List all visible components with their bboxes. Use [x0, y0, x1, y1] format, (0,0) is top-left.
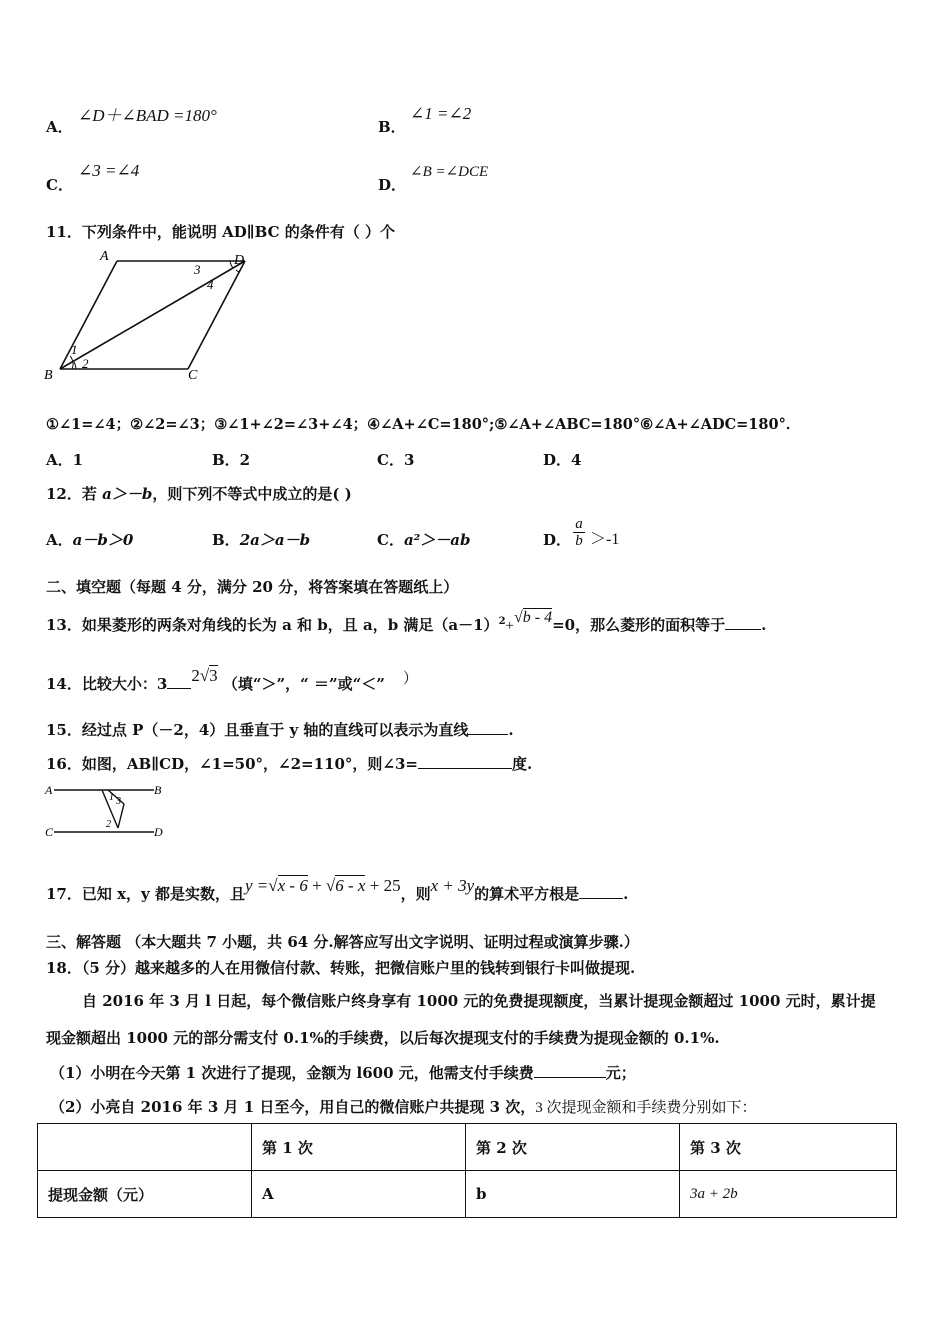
q17-plus: +: [312, 876, 322, 895]
q18-sub-1-answer-blank[interactable]: [534, 1063, 606, 1078]
q11-angle-2: 2: [82, 356, 89, 371]
q16-label-a: A: [45, 783, 53, 797]
table-header-cell: 第 2 次: [466, 1124, 680, 1171]
q18-withdrawal-table: [37, 1123, 897, 1218]
q11-label-a: A: [100, 249, 109, 264]
q17-answer-blank[interactable]: [579, 884, 623, 899]
table-header-row: [38, 1124, 897, 1171]
q16-unit: 度.: [511, 755, 533, 773]
q18-sub-2-bold: （2）小亮自 2016 年 3 月 1 日至今，用自己的微信账户共提现 3 次，: [50, 1098, 536, 1116]
q17-lhs: y =: [244, 876, 269, 895]
q13: [46, 609, 767, 635]
q14-radicand: 3: [209, 666, 218, 685]
q12-option-a: [46, 529, 133, 550]
q13-answer-blank[interactable]: [725, 615, 761, 630]
q10-option-d-label: D．: [378, 176, 407, 194]
q10-option-a-label: A．: [46, 118, 73, 136]
q15-period: .: [508, 721, 514, 739]
q11-stem: 11．下列条件中，能说明 AD∥BC 的条件有（ ）个: [46, 223, 396, 241]
table-cell-row-label: 提现金额（元）: [38, 1171, 252, 1218]
q14: [46, 666, 418, 694]
q14-answer-blank[interactable]: [167, 674, 191, 689]
q17-period: .: [623, 885, 629, 903]
q17-mid: ，则: [400, 885, 431, 903]
q13-plus: +: [505, 618, 514, 634]
q11-label-c: C: [188, 368, 198, 383]
q12-option-c: [377, 529, 470, 550]
q13-radicand: b - 4: [522, 609, 553, 626]
q11-angle-4: 4: [207, 277, 214, 292]
q12-option-b: [212, 529, 310, 550]
table-header-cell: 第 3 次: [680, 1124, 897, 1171]
q18-paragraph-b: 现金额超出 1000 元的部分需支付 0.1%的手续费，以后每次提现支付的手续费为提现金额的 0.1%.: [46, 1029, 720, 1047]
q11-angle-1: 1: [71, 342, 78, 357]
q10-option-b-expr: ∠1 =∠2: [410, 104, 472, 123]
q17-tail: + 25: [369, 876, 401, 895]
q10-option-d-expr: ∠B =∠DCE: [410, 164, 489, 180]
q17-equation: y =√x - 6 + √6 - x + 25: [244, 876, 401, 895]
q11-option-b: B．2: [212, 451, 251, 469]
q13-period: .: [761, 616, 767, 634]
table-header-cell: 第 1 次: [252, 1124, 466, 1171]
q16-label-c: C: [45, 825, 54, 839]
table-cell: A: [252, 1171, 466, 1218]
q12-option-d-rest: ＞-1: [590, 531, 620, 548]
q16-angle-3: 3: [116, 796, 121, 807]
q10-option-c-expr: ∠3 =∠4: [78, 161, 140, 180]
section-2-heading: 二、填空题（每题 4 分，满分 20 分，将答案填在答题纸上）: [46, 578, 459, 596]
q10-option-c-label: C．: [46, 176, 73, 194]
q18-sub-2-plain: 3 次提现金额和手续费分别如下：: [535, 1100, 757, 1116]
q14-sqrt: 2√3: [191, 666, 218, 685]
table-cell: b: [466, 1171, 680, 1218]
section-3-heading: 三、解答题 （本大题共 7 小题，共 64 分.解答应写出文字说明、证明过程或演算步骤.）: [46, 933, 639, 951]
table-header-cell: [38, 1124, 252, 1171]
q15-text: 15．经过点 P（－2，4）且垂直于 y 轴的直线可以表示为直线: [46, 721, 469, 739]
q16: [46, 753, 532, 774]
table-cell: 3a + 2b: [680, 1171, 897, 1218]
q16-label-d: D: [154, 825, 163, 839]
q16-label-b: B: [154, 783, 162, 797]
q11-option-a: A．1: [46, 451, 84, 469]
q12-option-d-label: D．: [543, 531, 572, 549]
q14-coef: 2: [191, 666, 200, 685]
q13-sup: 2: [498, 616, 506, 627]
q12-option-b-expr: 2a＞a－b: [239, 531, 311, 549]
q11-label-d: D: [234, 253, 245, 268]
q16-text: 16．如图，AB∥CD，∠1=50°，∠2=110°，则∠3=: [46, 755, 418, 773]
q17-radicand-1: x - 6: [277, 876, 308, 895]
q16-angle-1: 1: [109, 792, 114, 803]
q17: [46, 876, 629, 904]
q18-paragraph-a: 自 2016 年 3 月 l 日起，每个微信账户终身享有 1000 元的免费提现额度，当累计提现金额超过 1000 元时，累计提: [82, 992, 876, 1010]
q12-fraction-den: b: [575, 533, 583, 549]
q16-parallel-lines-figure: [42, 780, 172, 842]
q16-answer-blank[interactable]: [418, 754, 512, 769]
q13-prefix: 13．如果菱形的两条对角线的长为 a 和 b，且 a，b 满足（a－1）: [46, 616, 499, 634]
q14-suffix-b: ）: [402, 669, 418, 687]
q15-answer-blank[interactable]: [468, 720, 508, 735]
q12-stem-prefix: 12．若: [46, 485, 103, 503]
q12-stem-suffix: ，则下列不等式中成立的是( ): [152, 485, 352, 503]
q18-sub-1: [50, 1062, 636, 1083]
q17-suffix: 的算术平方根是: [474, 885, 580, 903]
q14-prefix: 14．比较大小：3: [46, 675, 168, 693]
q17-prefix: 17．已知 x，y 都是实数，且: [46, 885, 245, 903]
q18-sub-2: [50, 1096, 757, 1117]
q12-option-c-label: C．: [377, 531, 404, 549]
q12-option-a-label: A．: [46, 531, 73, 549]
q13-suffix: =0，那么菱形的面积等于: [552, 616, 726, 634]
q12-option-b-label: B．: [212, 531, 240, 549]
q18-sub-1-unit: 元；: [605, 1064, 636, 1082]
q11-label-b: B: [44, 368, 53, 383]
q12-stem-math: a＞－b: [102, 485, 153, 503]
q12-option-c-expr: a²＞－ab: [403, 531, 471, 549]
q11-parallelogram-figure: [40, 248, 260, 388]
q14-suffix-a: （填“＞”，“ ＝”或“＜”: [222, 675, 385, 693]
q11-option-d: D．4: [543, 451, 582, 469]
q12-fraction-num: a: [575, 516, 583, 532]
q12-option-d-fraction: [573, 516, 585, 549]
q17-radicand-2: 6 - x: [335, 876, 366, 895]
q16-angle-2: 2: [106, 819, 111, 830]
q17-expr: x + 3y: [430, 876, 475, 895]
q11-conditions: ①∠1=∠4；②∠2=∠3；③∠1+∠2=∠3+∠4；④∠A+∠C=180°;⑤∠A+∠ABC=180°⑥∠A+∠ADC=180°．: [46, 416, 801, 433]
table-row: [38, 1171, 897, 1218]
q12-stem: [46, 483, 352, 504]
q15: [46, 719, 514, 740]
q10-option-a-expr: ∠D＋∠BAD =180°: [78, 106, 217, 125]
q11-angle-3: 3: [194, 262, 201, 277]
q10-option-b-label: B．: [378, 118, 406, 136]
q13-sqrt: √b - 4: [514, 609, 553, 626]
q11-option-c: C．3: [377, 451, 415, 469]
q18-line-1: 18．（5 分）越来越多的人在用微信付款、转账，把微信账户里的钱转到银行卡叫做提现.: [46, 959, 636, 977]
q18-sub-1-text: （1）小明在今天第 1 次进行了提现，金额为 l600 元，他需支付手续费: [50, 1064, 534, 1082]
q12-option-a-expr: a－b＞0: [72, 531, 134, 549]
